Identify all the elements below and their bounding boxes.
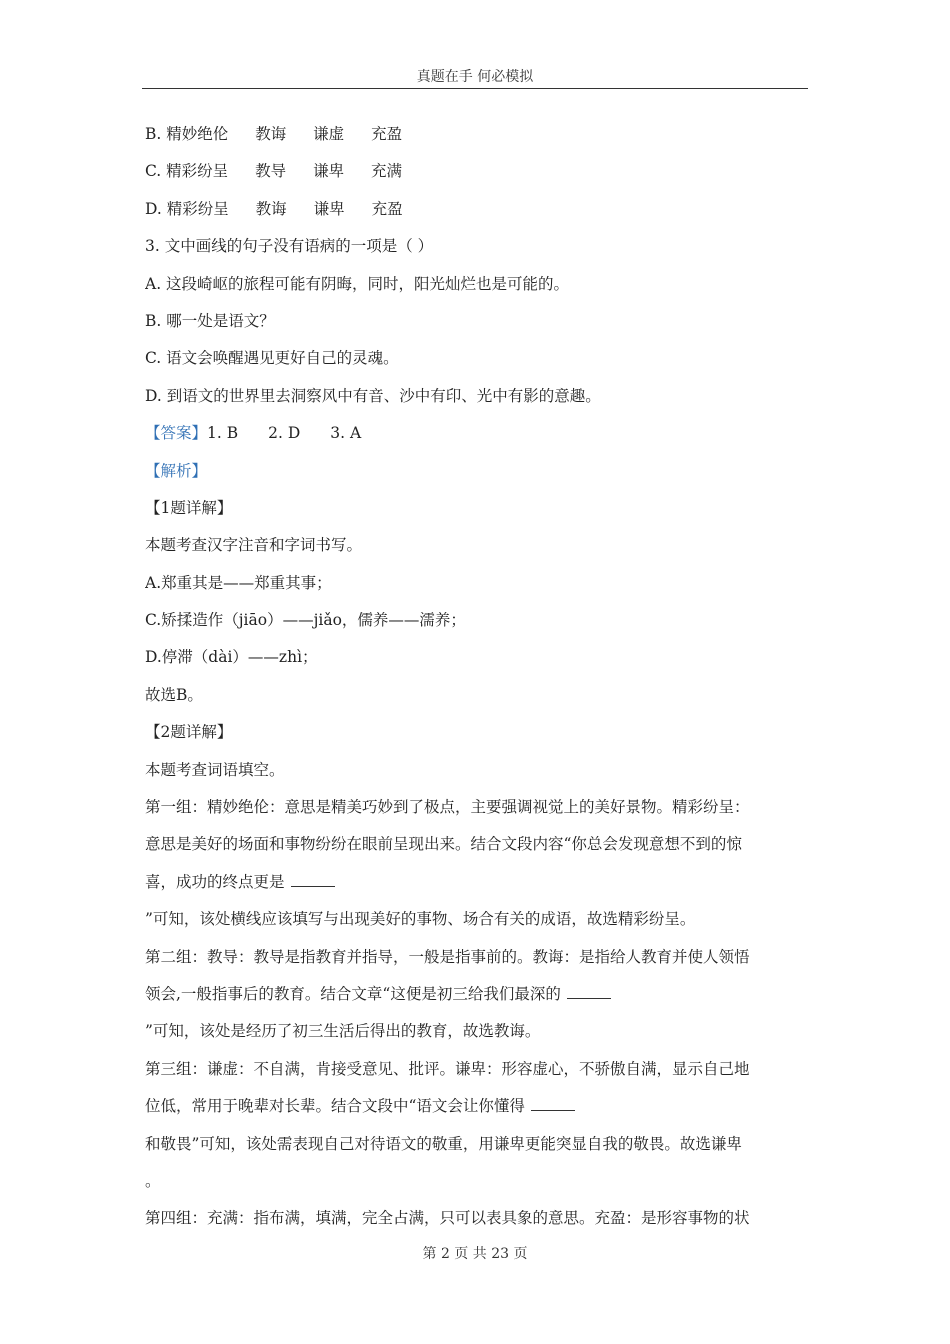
option-text: 教诲 (255, 199, 287, 218)
option-text: 谦虚 (313, 125, 345, 143)
option-d-row (145, 191, 800, 228)
q1-line: 本题考查汉字注音和字词书写。 (145, 536, 363, 555)
q2-line: 。 (145, 1171, 161, 1190)
q1-line: D.停滞（dài）——zhì； (145, 648, 318, 667)
option-b-row (145, 116, 800, 153)
page-footer: 第 2 页 共 23 页 (422, 1246, 528, 1262)
option-text: 充满 (371, 162, 403, 181)
question-3-option-b: B. 哪一处是语文？ (145, 311, 275, 330)
q2-line: ”可知，该处是经历了初三生活后得出的教育，故选教诲。 (145, 1022, 541, 1041)
q2-line: 本题考查词语填空。 (145, 760, 285, 779)
option-text: 教诲 (255, 125, 287, 143)
option-text: B. 精妙绝伦 (145, 125, 229, 143)
q2-text: 位低，常用于晚辈对长辈。结合文段中“语文会让你懂得 (145, 1097, 525, 1116)
q2-line: 第二组：教导：教导是指教育并指导，一般是指事前的。教诲：是指给人教育并使人领悟 (145, 947, 750, 966)
answer-tag: 【答案】 (145, 424, 208, 443)
answer-item: 3. A (330, 424, 362, 443)
option-text: 教导 (255, 162, 287, 181)
q2-text: 领会,一般指事后的教育。结合文章“这便是初三给我们最深的 (145, 984, 561, 1003)
question-3-option-c: C. 语文会唤醒遇见更好自己的灵魂。 (145, 349, 399, 368)
question-3-stem: 3. 文中画线的句子没有语病的一项是（ ） (145, 237, 434, 256)
answer-item: 1. B (207, 424, 239, 443)
q2-line: 意思是美好的场面和事物纷纷在眼前呈现出来。结合文段内容“你总会发现意想不到的惊 (145, 835, 742, 854)
q2-line (145, 976, 800, 1013)
option-text: 充盈 (371, 125, 403, 143)
q2-line (145, 864, 800, 901)
analysis-tag: 【解析】 (145, 461, 208, 480)
q2-line: 和敬畏”可知，该处需表现自己对待语文的敬重，用谦卑更能突显自我的敬畏。故选谦卑 (145, 1134, 742, 1153)
fill-blank (567, 986, 611, 999)
q1-line: 故选B。 (145, 685, 203, 704)
header-divider (142, 88, 808, 89)
option-text: C. 精彩纷呈 (145, 162, 229, 181)
q2-line: 第一组：精妙绝伦：意思是精美巧妙到了极点，主要强调视觉上的美好景物。精彩纷呈： (145, 798, 750, 817)
q2-line (145, 1088, 800, 1125)
option-text: D. 精彩纷呈 (145, 199, 229, 218)
question-3-option-a: A. 这段崎岖的旅程可能有阴晦，同时，阳光灿烂也是可能的。 (145, 274, 570, 293)
document-body (145, 116, 800, 1238)
answer-row (145, 415, 800, 452)
q2-line: 第四组：充满：指布满，填满，完全占满，只可以表具象的意思。充盈：是形容事物的状 (145, 1209, 750, 1228)
option-text: 谦卑 (313, 162, 345, 181)
q1-line: A.郑重其是——郑重其事； (145, 573, 332, 592)
q2-title: 【2题详解】 (145, 723, 233, 742)
answer-item: 2. D (268, 424, 301, 443)
option-text: 充盈 (371, 199, 403, 218)
q2-line: ”可知，该处横线应该填写与出现美好的事物、场合有关的成语，故选精彩纷呈。 (145, 910, 696, 929)
q2-line: 第三组：谦虚：不自满，肯接受意见、批评。谦卑：形容虚心，不骄傲自满，显示自己地 (145, 1059, 750, 1078)
option-c-row (145, 153, 800, 190)
question-3-option-d: D. 到语文的世界里去洞察风中有音、沙中有印、光中有影的意趣。 (145, 386, 601, 405)
q1-line: C.矫揉造作（jiāo）——jiǎo，儒养——濡养； (145, 611, 466, 630)
fill-blank (291, 874, 335, 887)
option-text: 谦卑 (313, 199, 345, 218)
q1-title: 【1题详解】 (145, 498, 233, 517)
q2-text: 喜，成功的终点更是 (145, 872, 285, 891)
fill-blank (531, 1098, 575, 1111)
page-header: 真题在手 何必模拟 (416, 69, 534, 85)
